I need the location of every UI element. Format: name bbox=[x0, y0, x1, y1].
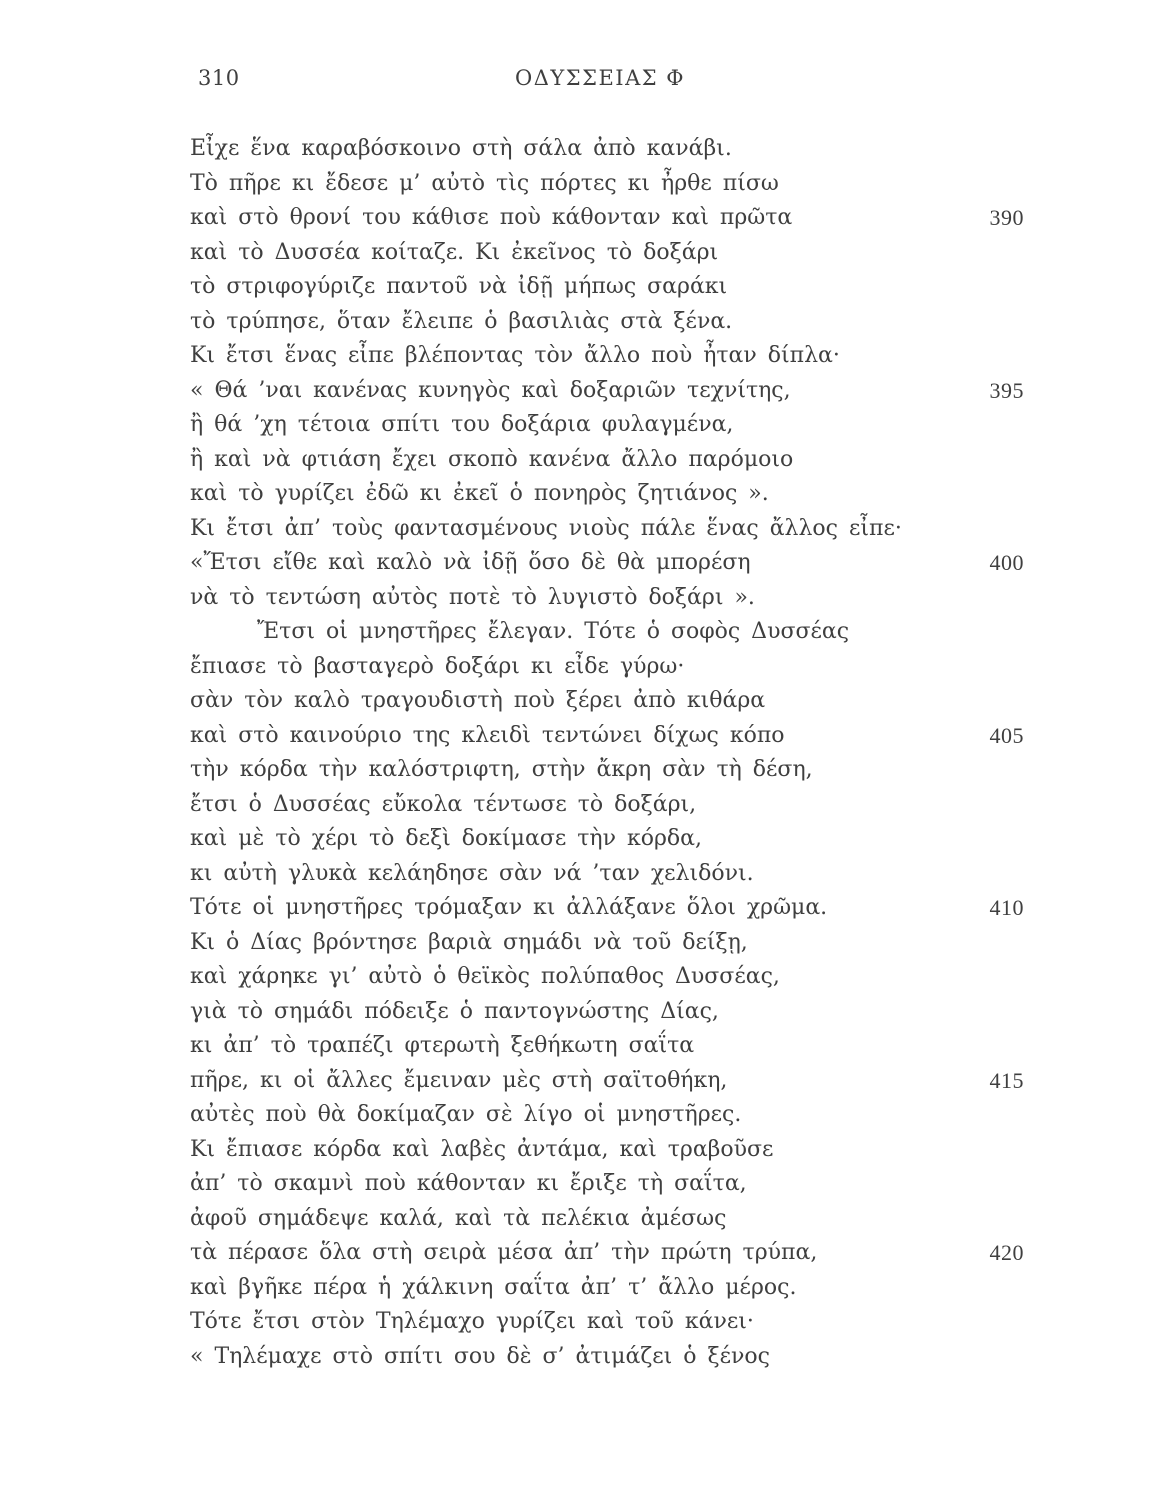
verse-text: ἢ καὶ νὰ φτιάση ἔχει σκοπὸ κανένα ἄλλο παρόμοιο bbox=[190, 446, 794, 472]
verse-line bbox=[190, 1133, 1040, 1168]
verse-line bbox=[190, 822, 1040, 857]
verse-text: καὶ χάρηκε γι’ αὐτὸ ὁ θεϊκὸς πολύπαθος Δυσσέας, bbox=[190, 964, 780, 989]
verse-text: τὸ τρύπησε, ὅταν ἔλειπε ὁ βασιλιὰς στὰ ξένα. bbox=[190, 308, 733, 334]
verse-line bbox=[190, 132, 1040, 167]
verse-text: καὶ τὸ γυρίζει ἐδῶ κι ἐκεῖ ὁ πονηρὸς ζητιάνος ». bbox=[190, 481, 769, 506]
verse-text: Τότε ἔτσι στὸν Τηλέμαχο γυρίζει καὶ τοῦ κάνει· bbox=[190, 1309, 754, 1334]
verse-line bbox=[190, 1236, 1040, 1271]
verse-text: Κι ἔτσι ἀπ’ τοὺς φαντασμένους νιοὺς πάλε ἕνας ἄλλος εἶπε· bbox=[190, 515, 902, 541]
verse-line bbox=[190, 201, 1040, 236]
line-number: 400 bbox=[989, 550, 1024, 575]
running-head: ΟΔΥΣΣΕΙΑΣ Φ bbox=[515, 66, 685, 90]
verse-text: Ἔτσι οἱ μνηστῆρες ἔλεγαν. Τότε ὁ σοφὸς Δυσσέας bbox=[257, 619, 850, 644]
verse-line bbox=[190, 339, 1040, 374]
verse-text: κι ἀπ’ τὸ τραπέζι φτερωτὴ ξεθήκωτη σαΐτα bbox=[190, 1033, 695, 1058]
verse-text: αὐτὲς ποὺ θὰ δοκίμαζαν σὲ λίγο οἱ μνηστῆρες. bbox=[190, 1102, 742, 1127]
verse-line bbox=[190, 374, 1040, 409]
line-number: 410 bbox=[989, 895, 1024, 920]
verse-text: καὶ στὸ θρονί του κάθισε ποὺ κάθονταν καὶ πρῶτα bbox=[190, 205, 793, 230]
verse-line bbox=[190, 305, 1040, 340]
line-number: 415 bbox=[989, 1067, 1024, 1093]
verse-text: Κι ὁ Δίας βρόντησε βαριὰ σημάδι νὰ τοῦ δείξῃ, bbox=[190, 929, 748, 955]
verse-line bbox=[190, 477, 1040, 512]
verse-text: ἔτσι ὁ Δυσσέας εὔκολα τέντωσε τὸ δοξάρι, bbox=[190, 791, 697, 817]
verse-line bbox=[190, 581, 1040, 616]
verse-text: κι αὐτὴ γλυκὰ κελάηδησε σὰν νά ’ταν χελιδόνι. bbox=[190, 860, 754, 886]
verse-line bbox=[190, 891, 1040, 926]
verse-text: τὰ πέρασε ὅλα στὴ σειρὰ μέσα ἀπ’ τὴν πρώτη τρύπα, bbox=[190, 1240, 818, 1265]
verse-line bbox=[190, 512, 1040, 547]
verse-line bbox=[190, 960, 1040, 995]
verse-text: τὴν κόρδα τὴν καλόστριφτη, στὴν ἄκρη σὰν τὴ δέση, bbox=[190, 757, 813, 782]
verse-text: καὶ στὸ καινούριο της κλειδὶ τεντώνει δίχως κόπο bbox=[190, 722, 785, 748]
verse-line bbox=[190, 167, 1040, 202]
line-number: 395 bbox=[989, 377, 1024, 403]
verse-line bbox=[190, 443, 1040, 478]
verse-line bbox=[190, 1029, 1040, 1064]
verse-line bbox=[190, 1064, 1040, 1099]
line-number: 405 bbox=[989, 722, 1024, 748]
verse-line bbox=[190, 719, 1040, 754]
verse-text: ἢ θά ’χη τέτοια σπίτι του δοξάρια φυλαγμένα, bbox=[190, 412, 734, 437]
verse-line bbox=[190, 1202, 1040, 1237]
verse-line bbox=[190, 857, 1040, 892]
verse-text: Τότε οἱ μνηστῆρες τρόμαξαν κι ἀλλάξανε ὅλοι χρῶμα. bbox=[190, 895, 828, 920]
verse-line bbox=[190, 236, 1040, 271]
verse-line bbox=[190, 1271, 1040, 1306]
verse-line bbox=[190, 270, 1040, 305]
verse-line bbox=[190, 753, 1040, 788]
verse-line bbox=[190, 1098, 1040, 1133]
verse-text: « Τηλέμαχε στὸ σπίτι σου δὲ σ’ ἀτιμάζει ὁ ξένος bbox=[190, 1343, 770, 1369]
verse-text: Κι ἔτσι ἕνας εἶπε βλέποντας τὸν ἄλλο ποὺ ἦταν δίπλα· bbox=[190, 343, 840, 368]
verse-text: ἔπιασε τὸ βασταγερὸ δοξάρι κι εἶδε γύρω· bbox=[190, 653, 685, 679]
poem-text bbox=[190, 132, 1040, 1374]
verse-text: γιὰ τὸ σημάδι πόδειξε ὁ παντογνώστης Δίας, bbox=[190, 998, 719, 1024]
verse-line bbox=[190, 926, 1040, 961]
verse-line bbox=[190, 788, 1040, 823]
verse-line bbox=[190, 650, 1040, 685]
verse-text: ἀφοῦ σημάδεψε καλά, καὶ τὰ πελέκια ἀμέσως bbox=[190, 1205, 727, 1231]
verse-line bbox=[190, 1305, 1040, 1340]
verse-text: νὰ τὸ τεντώση αὐτὸς ποτὲ τὸ λυγιστὸ δοξάρι ». bbox=[190, 584, 755, 610]
verse-line bbox=[190, 408, 1040, 443]
verse-text: « Θά ’ναι κανένας κυνηγὸς καὶ δοξαριῶν τεχνίτης, bbox=[190, 377, 791, 403]
verse-text: Τὸ πῆρε κι ἔδεσε μ’ αὐτὸ τὶς πόρτες κι ἦρθε πίσω bbox=[190, 170, 779, 196]
page-number: 310 bbox=[198, 66, 240, 90]
verse-line bbox=[190, 684, 1040, 719]
verse-line bbox=[190, 1340, 1040, 1375]
verse-text: «Ἔτσι εἴθε καὶ καλὸ νὰ ἰδῇ ὅσο δὲ θὰ μπορέση bbox=[190, 550, 751, 575]
line-number: 420 bbox=[989, 1240, 1024, 1265]
verse-text: καὶ μὲ τὸ χέρι τὸ δεξὶ δοκίμασε τὴν κόρδα, bbox=[190, 826, 702, 851]
verse-text: ἀπ’ τὸ σκαμνὶ ποὺ κάθονταν κι ἔριξε τὴ σαΐτα, bbox=[190, 1171, 747, 1196]
verse-text: καὶ τὸ Δυσσέα κοίταζε. Κι ἐκεῖνος τὸ δοξάρι bbox=[190, 239, 719, 265]
verse-text: πῆρε, κι οἱ ἄλλες ἔμειναν μὲς στὴ σαϊτοθήκη, bbox=[190, 1067, 728, 1093]
verse-line bbox=[190, 995, 1040, 1030]
verse-text: Κι ἔπιασε κόρδα καὶ λαβὲς ἀντάμα, καὶ τραβοῦσε bbox=[190, 1136, 774, 1162]
verse-text: καὶ βγῆκε πέρα ἡ χάλκινη σαΐτα ἀπ’ τ’ ἄλλο μέρος. bbox=[190, 1274, 797, 1300]
verse-text: σὰν τὸν καλὸ τραγουδιστὴ ποὺ ξέρει ἀπὸ κιθάρα bbox=[190, 688, 766, 713]
verse-line bbox=[190, 615, 1040, 650]
verse-line bbox=[190, 1167, 1040, 1202]
line-number: 390 bbox=[989, 205, 1024, 230]
verse-text: Εἶχε ἕνα καραβόσκοινο στὴ σάλα ἀπὸ κανάβι. bbox=[190, 136, 732, 161]
verse-line bbox=[190, 546, 1040, 581]
verse-text: τὸ στριφογύριζε παντοῦ νὰ ἰδῇ μήπως σαράκι bbox=[190, 274, 728, 299]
